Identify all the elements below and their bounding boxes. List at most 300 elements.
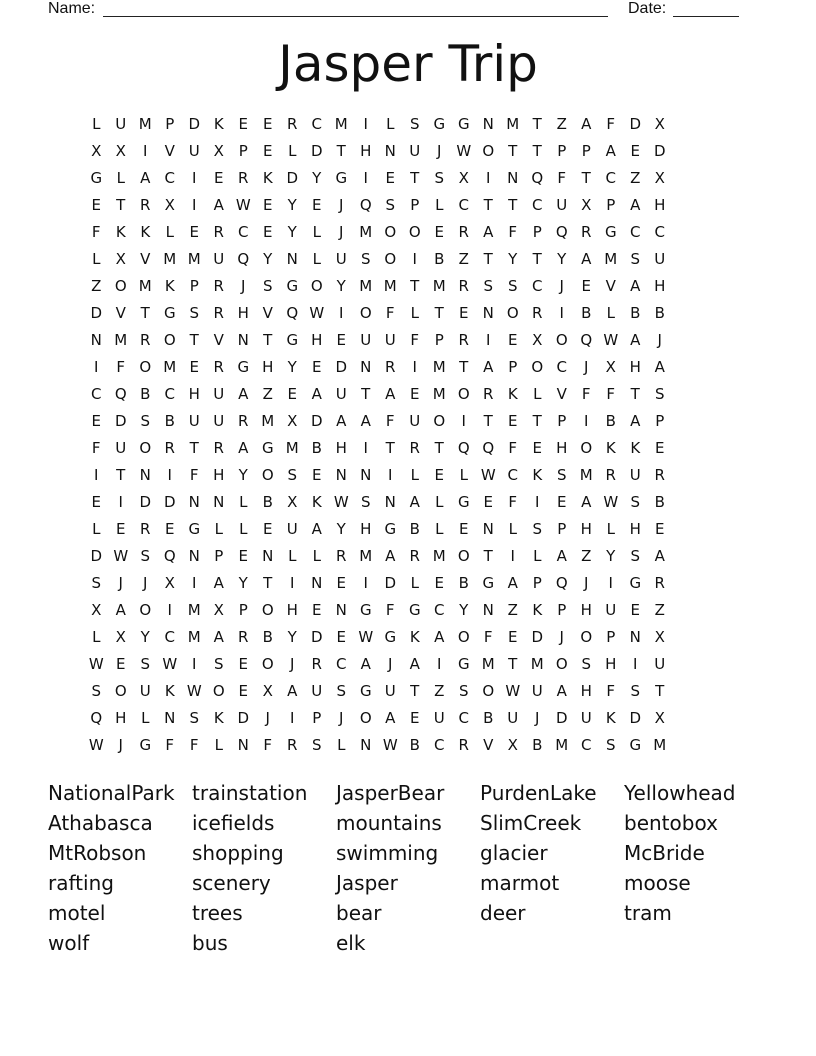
grid-letter: Z xyxy=(262,385,273,403)
grid-row xyxy=(84,194,732,221)
grid-letter: Y xyxy=(336,277,346,295)
grid-letter: J xyxy=(265,709,270,727)
grid-letter: R xyxy=(532,304,543,322)
grid-letter: S xyxy=(140,547,151,565)
grid-row xyxy=(84,275,732,302)
name-line[interactable] xyxy=(103,0,608,17)
grid-letter: E xyxy=(434,466,444,484)
grid-letter: O xyxy=(555,655,568,673)
grid-letter: O xyxy=(384,250,397,268)
grid-row xyxy=(84,302,732,329)
grid-letter: G xyxy=(286,331,299,349)
grid-letter: R xyxy=(458,331,469,349)
grid-letter: T xyxy=(263,574,273,592)
grid-letter: R xyxy=(605,466,616,484)
grid-letter: S xyxy=(630,493,641,511)
grid-letter: F xyxy=(410,331,420,349)
grid-letter: Q xyxy=(457,439,470,457)
grid-letter: Z xyxy=(91,277,102,295)
grid-letter: H xyxy=(360,520,372,538)
grid-letter: G xyxy=(457,655,470,673)
grid-letter: P xyxy=(508,358,518,376)
grid-letter: T xyxy=(483,196,493,214)
grid-letter: P xyxy=(434,331,444,349)
grid-letter: U xyxy=(654,655,666,673)
grid-letter: I xyxy=(192,196,197,214)
grid-letter: W xyxy=(309,304,325,322)
grid-letter: D xyxy=(286,169,299,187)
grid-letter: Q xyxy=(163,547,176,565)
grid-letter: Q xyxy=(359,196,372,214)
word-list-item: tram xyxy=(624,901,672,925)
grid-letter: V xyxy=(213,331,224,349)
grid-letter: V xyxy=(483,736,494,754)
grid-letter: T xyxy=(434,304,444,322)
grid-letter: J xyxy=(339,196,344,214)
grid-letter: C xyxy=(654,223,665,241)
grid-letter: G xyxy=(384,520,397,538)
grid-letter: S xyxy=(630,547,641,565)
grid-letter: X xyxy=(262,682,273,700)
grid-letter: G xyxy=(408,601,421,619)
grid-letter: I xyxy=(388,466,393,484)
grid-letter: U xyxy=(384,331,396,349)
grid-letter: O xyxy=(482,682,495,700)
grid-letter: R xyxy=(213,223,224,241)
grid-letter: O xyxy=(139,439,152,457)
grid-letter: M xyxy=(432,358,446,376)
grid-letter: E xyxy=(116,520,126,538)
word-list-item: PurdenLake xyxy=(480,781,597,805)
grid-letter: W xyxy=(162,655,178,673)
grid-letter: L xyxy=(214,736,223,754)
grid-letter: A xyxy=(556,547,567,565)
grid-letter: X xyxy=(115,628,126,646)
grid-letter: E xyxy=(263,196,273,214)
grid-row xyxy=(84,437,732,464)
grid-letter: L xyxy=(239,493,248,511)
grid-letter: W xyxy=(456,142,472,160)
grid-letter: P xyxy=(410,196,420,214)
grid-letter: X xyxy=(581,196,592,214)
grid-letter: D xyxy=(188,115,201,133)
grid-letter: A xyxy=(581,250,592,268)
grid-letter: S xyxy=(556,466,567,484)
grid-letter: H xyxy=(286,601,298,619)
grid-letter: Y xyxy=(557,250,567,268)
grid-letter: U xyxy=(335,385,347,403)
grid-letter: T xyxy=(263,331,273,349)
word-list-item: deer xyxy=(480,901,526,925)
grid-letter: B xyxy=(458,574,469,592)
grid-letter: F xyxy=(508,439,518,457)
grid-letter: Y xyxy=(287,196,297,214)
grid-letter: E xyxy=(410,385,420,403)
grid-letter: E xyxy=(336,628,346,646)
grid-letter: I xyxy=(363,574,368,592)
grid-letter: J xyxy=(437,142,442,160)
grid-letter: O xyxy=(261,655,274,673)
grid-letter: T xyxy=(336,142,346,160)
grid-letter: L xyxy=(533,385,542,403)
grid-letter: I xyxy=(339,304,344,322)
grid-letter: K xyxy=(115,223,126,241)
grid-letter: G xyxy=(629,736,642,754)
grid-letter: U xyxy=(213,385,225,403)
grid-letter: R xyxy=(458,736,469,754)
grid-letter: L xyxy=(288,142,297,160)
word-list-item: McBride xyxy=(624,841,705,865)
grid-letter: O xyxy=(139,358,152,376)
grid-letter: S xyxy=(458,682,469,700)
grid-letter: E xyxy=(263,520,273,538)
grid-letter: N xyxy=(237,331,249,349)
grid-letter: E xyxy=(410,709,420,727)
grid-letter: T xyxy=(361,385,371,403)
grid-letter: R xyxy=(483,385,494,403)
grid-letter: O xyxy=(506,304,519,322)
grid-letter: O xyxy=(457,385,470,403)
grid-letter: T xyxy=(483,250,493,268)
grid-letter: L xyxy=(165,223,174,241)
grid-letter: Q xyxy=(90,709,103,727)
grid-letter: J xyxy=(339,223,344,241)
grid-letter: X xyxy=(213,142,224,160)
word-list-item: shopping xyxy=(192,841,284,865)
grid-letter: R xyxy=(581,223,592,241)
grid-letter: R xyxy=(311,655,322,673)
grid-letter: I xyxy=(486,331,491,349)
grid-letter: K xyxy=(213,115,224,133)
word-list-item: bus xyxy=(192,931,228,955)
grid-letter: H xyxy=(237,304,249,322)
grid-letter: B xyxy=(262,493,273,511)
grid-letter: S xyxy=(91,574,102,592)
grid-letter: C xyxy=(434,601,445,619)
grid-letter: L xyxy=(508,520,517,538)
grid-letter: L xyxy=(435,493,444,511)
grid-letter: F xyxy=(606,115,616,133)
grid-letter: G xyxy=(286,277,299,295)
grid-letter: O xyxy=(384,223,397,241)
grid-letter: U xyxy=(507,709,519,727)
grid-letter: T xyxy=(508,655,518,673)
grid-letter: U xyxy=(384,682,396,700)
grid-letter: F xyxy=(91,223,101,241)
grid-letter: Z xyxy=(507,601,518,619)
grid-letter: F xyxy=(508,493,518,511)
grid-letter: N xyxy=(90,331,102,349)
grid-letter: K xyxy=(532,466,543,484)
grid-letter: W xyxy=(603,493,619,511)
grid-letter: L xyxy=(288,547,297,565)
grid-letter: N xyxy=(482,115,494,133)
grid-letter: N xyxy=(262,547,274,565)
grid-letter: H xyxy=(335,439,347,457)
grid-letter: E xyxy=(189,223,199,241)
grid-letter: N xyxy=(384,493,396,511)
grid-letter: T xyxy=(483,412,493,430)
grid-letter: B xyxy=(605,412,616,430)
word-list-item: Jasper xyxy=(336,871,398,895)
grid-letter: N xyxy=(237,736,249,754)
grid-letter: X xyxy=(164,574,175,592)
grid-letter: S xyxy=(91,682,102,700)
grid-letter: E xyxy=(91,196,101,214)
grid-letter: R xyxy=(140,196,151,214)
grid-letter: N xyxy=(164,709,176,727)
grid-letter: E xyxy=(655,439,665,457)
grid-letter: Q xyxy=(286,304,299,322)
grid-letter: H xyxy=(629,358,641,376)
grid-letter: F xyxy=(91,439,101,457)
grid-letter: R xyxy=(336,547,347,565)
grid-letter: B xyxy=(630,304,641,322)
grid-letter: J xyxy=(657,331,662,349)
grid-letter: S xyxy=(360,493,371,511)
grid-letter: M xyxy=(604,250,618,268)
grid-letter: L xyxy=(92,250,101,268)
grid-letter: T xyxy=(410,682,420,700)
grid-letter: P xyxy=(557,520,567,538)
grid-letter: E xyxy=(508,628,518,646)
grid-letter: N xyxy=(360,466,372,484)
grid-letter: Z xyxy=(581,547,592,565)
grid-letter: S xyxy=(189,709,200,727)
grid-letter: T xyxy=(630,385,640,403)
grid-letter: N xyxy=(286,250,298,268)
grid-letter: E xyxy=(508,412,518,430)
grid-letter: J xyxy=(559,628,564,646)
grid-letter: L xyxy=(312,547,321,565)
grid-letter: E xyxy=(312,466,322,484)
letter-grid xyxy=(84,113,732,761)
grid-letter: G xyxy=(359,682,372,700)
grid-letter: L xyxy=(410,466,419,484)
grid-letter: O xyxy=(139,601,152,619)
date-line[interactable] xyxy=(673,0,739,17)
grid-letter: E xyxy=(287,385,297,403)
grid-letter: D xyxy=(310,142,323,160)
grid-letter: E xyxy=(655,520,665,538)
grid-letter: U xyxy=(433,709,445,727)
grid-letter: K xyxy=(164,682,175,700)
grid-letter: Z xyxy=(434,682,445,700)
grid-letter: P xyxy=(606,628,616,646)
word-list-item: SlimCreek xyxy=(480,811,582,835)
grid-letter: H xyxy=(605,655,617,673)
grid-letter: R xyxy=(287,736,298,754)
grid-letter: V xyxy=(140,250,151,268)
grid-letter: O xyxy=(261,466,274,484)
grid-letter: A xyxy=(630,331,641,349)
grid-letter: K xyxy=(532,601,543,619)
grid-letter: G xyxy=(629,574,642,592)
grid-letter: F xyxy=(385,412,395,430)
grid-letter: O xyxy=(457,547,470,565)
grid-letter: L xyxy=(312,223,321,241)
grid-letter: I xyxy=(192,655,197,673)
word-list-item: wolf xyxy=(48,931,90,955)
grid-letter: E xyxy=(238,655,248,673)
grid-letter: W xyxy=(113,547,129,565)
grid-letter: I xyxy=(510,547,515,565)
grid-letter: P xyxy=(655,412,665,430)
grid-letter: X xyxy=(164,196,175,214)
grid-letter: K xyxy=(409,628,420,646)
grid-letter: E xyxy=(434,223,444,241)
grid-letter: H xyxy=(580,682,592,700)
grid-letter: I xyxy=(363,169,368,187)
grid-letter: S xyxy=(140,655,151,673)
grid-letter: U xyxy=(311,682,323,700)
grid-letter: O xyxy=(114,277,127,295)
grid-letter: I xyxy=(94,358,99,376)
grid-letter: O xyxy=(408,223,421,241)
grid-letter: R xyxy=(238,628,249,646)
grid-letter: J xyxy=(339,709,344,727)
grid-letter: S xyxy=(434,169,445,187)
grid-letter: N xyxy=(384,142,396,160)
grid-letter: A xyxy=(581,493,592,511)
grid-letter: A xyxy=(238,439,249,457)
grid-letter: F xyxy=(116,358,126,376)
grid-letter: P xyxy=(238,601,248,619)
grid-letter: B xyxy=(434,250,445,268)
grid-letter: N xyxy=(507,169,519,187)
grid-letter: Y xyxy=(287,628,297,646)
grid-letter: P xyxy=(606,196,616,214)
grid-letter: X xyxy=(213,601,224,619)
grid-letter: A xyxy=(630,412,641,430)
grid-letter: H xyxy=(580,520,592,538)
grid-letter: W xyxy=(333,493,349,511)
word-list-item: NationalPark xyxy=(48,781,175,805)
grid-letter: H xyxy=(360,142,372,160)
grid-letter: N xyxy=(482,304,494,322)
grid-letter: S xyxy=(262,277,273,295)
grid-letter: U xyxy=(335,250,347,268)
grid-letter: O xyxy=(163,331,176,349)
grid-letter: X xyxy=(458,169,469,187)
grid-letter: D xyxy=(653,142,666,160)
grid-letter: A xyxy=(483,358,494,376)
grid-letter: G xyxy=(457,493,470,511)
grid-letter: L xyxy=(606,304,615,322)
grid-letter: Y xyxy=(263,250,273,268)
grid-letter: S xyxy=(581,655,592,673)
grid-letter: T xyxy=(189,331,199,349)
grid-letter: A xyxy=(556,682,567,700)
grid-letter: A xyxy=(360,412,371,430)
grid-letter: C xyxy=(556,358,567,376)
grid-letter: W xyxy=(88,655,104,673)
word-list-item: trainstation xyxy=(192,781,308,805)
grid-letter: P xyxy=(557,142,567,160)
grid-letter: A xyxy=(311,520,322,538)
grid-letter: R xyxy=(213,277,224,295)
grid-letter: T xyxy=(140,304,150,322)
grid-letter: N xyxy=(335,601,347,619)
grid-letter: Y xyxy=(606,547,616,565)
grid-letter: B xyxy=(311,439,322,457)
grid-letter: J xyxy=(241,277,246,295)
grid-letter: L xyxy=(116,169,125,187)
grid-letter: O xyxy=(457,628,470,646)
grid-letter: P xyxy=(214,547,224,565)
grid-letter: T xyxy=(532,412,542,430)
grid-letter: I xyxy=(486,169,491,187)
grid-letter: D xyxy=(384,574,397,592)
grid-letter: A xyxy=(630,277,641,295)
grid-letter: T xyxy=(508,196,518,214)
grid-letter: N xyxy=(629,628,641,646)
grid-letter: H xyxy=(213,466,225,484)
grid-letter: Y xyxy=(238,574,248,592)
grid-letter: X xyxy=(115,250,126,268)
grid-letter: E xyxy=(91,412,101,430)
grid-letter: U xyxy=(360,331,372,349)
grid-letter: L xyxy=(92,628,101,646)
grid-row xyxy=(84,491,732,518)
grid-letter: D xyxy=(90,547,103,565)
grid-letter: J xyxy=(118,736,123,754)
grid-letter: A xyxy=(238,385,249,403)
grid-letter: M xyxy=(261,412,275,430)
grid-letter: O xyxy=(580,439,593,457)
grid-letter: J xyxy=(535,709,540,727)
grid-letter: W xyxy=(358,628,374,646)
grid-row xyxy=(84,140,732,167)
grid-letter: F xyxy=(385,601,395,619)
grid-letter: G xyxy=(163,304,176,322)
grid-letter: F xyxy=(263,736,273,754)
grid-letter: N xyxy=(188,493,200,511)
grid-letter: T xyxy=(508,142,518,160)
grid-letter: Q xyxy=(531,169,544,187)
grid-letter: N xyxy=(188,547,200,565)
grid-letter: S xyxy=(385,196,396,214)
word-list xyxy=(48,780,788,956)
grid-letter: Q xyxy=(580,331,593,349)
grid-letter: B xyxy=(654,493,665,511)
grid-letter: Z xyxy=(458,250,469,268)
grid-letter: M xyxy=(138,115,152,133)
grid-letter: M xyxy=(163,250,177,268)
grid-letter: P xyxy=(532,574,542,592)
grid-letter: A xyxy=(140,169,151,187)
grid-letter: U xyxy=(286,520,298,538)
grid-letter: Z xyxy=(630,169,641,187)
grid-letter: L xyxy=(435,520,444,538)
grid-letter: C xyxy=(532,196,543,214)
grid-letter: A xyxy=(213,574,224,592)
grid-letter: G xyxy=(139,736,152,754)
grid-letter: E xyxy=(434,574,444,592)
word-list-item: elk xyxy=(336,931,366,955)
grid-letter: U xyxy=(115,115,127,133)
grid-letter: L xyxy=(606,520,615,538)
grid-letter: Z xyxy=(556,115,567,133)
grid-letter: E xyxy=(459,520,469,538)
grid-row xyxy=(84,464,732,491)
grid-letter: N xyxy=(311,574,323,592)
grid-letter: P xyxy=(189,277,199,295)
grid-letter: F xyxy=(508,223,518,241)
grid-letter: A xyxy=(385,385,396,403)
grid-letter: T xyxy=(532,115,542,133)
grid-letter: G xyxy=(433,115,446,133)
